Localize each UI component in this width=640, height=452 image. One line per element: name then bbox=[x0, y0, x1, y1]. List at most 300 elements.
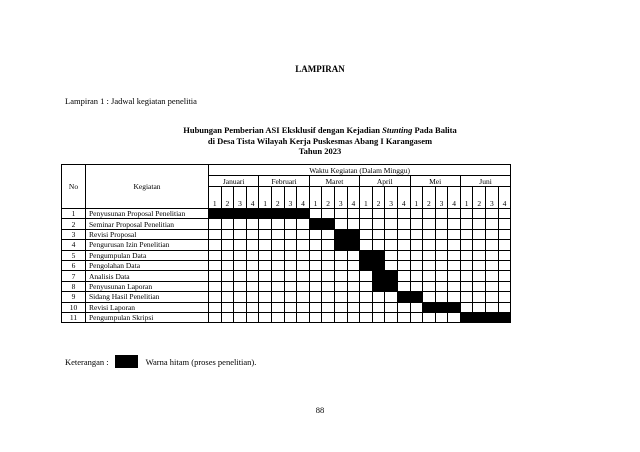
week-header: 3 bbox=[435, 187, 448, 209]
week-cell bbox=[284, 260, 297, 270]
week-cell bbox=[234, 302, 247, 312]
week-cell-filled bbox=[334, 240, 347, 250]
week-cell bbox=[347, 250, 360, 260]
week-cell bbox=[334, 271, 347, 281]
week-cell-filled bbox=[221, 209, 234, 219]
appendix-caption: Lampiran 1 : Jadwal kegiatan penelitia bbox=[65, 96, 197, 106]
week-cell bbox=[498, 219, 511, 229]
week-cell bbox=[246, 229, 259, 239]
week-header: 4 bbox=[498, 187, 511, 209]
week-cell-filled bbox=[372, 271, 385, 281]
week-cell bbox=[347, 260, 360, 270]
week-cell-filled bbox=[435, 302, 448, 312]
week-cell-filled bbox=[448, 302, 461, 312]
week-cell bbox=[410, 209, 423, 219]
week-cell bbox=[448, 292, 461, 302]
week-cell bbox=[498, 292, 511, 302]
table-row bbox=[62, 271, 511, 281]
week-cell bbox=[234, 271, 247, 281]
week-header: 2 bbox=[271, 187, 284, 209]
week-cell bbox=[259, 271, 272, 281]
week-cell bbox=[435, 240, 448, 250]
week-header: 4 bbox=[297, 187, 310, 209]
week-cell bbox=[448, 240, 461, 250]
week-cell bbox=[209, 240, 222, 250]
week-cell-filled bbox=[385, 281, 398, 291]
week-cell bbox=[498, 209, 511, 219]
week-cell bbox=[259, 312, 272, 322]
week-cell bbox=[473, 281, 486, 291]
week-cell bbox=[473, 292, 486, 302]
week-header: 2 bbox=[322, 187, 335, 209]
week-header: 1 bbox=[309, 187, 322, 209]
week-cell bbox=[385, 219, 398, 229]
week-header: 1 bbox=[410, 187, 423, 209]
week-cell-filled bbox=[397, 292, 410, 302]
week-cell bbox=[486, 250, 499, 260]
table-row bbox=[62, 209, 511, 219]
week-cell bbox=[486, 271, 499, 281]
week-cell-filled bbox=[473, 312, 486, 322]
week-cell bbox=[221, 229, 234, 239]
week-cell bbox=[397, 240, 410, 250]
week-cell bbox=[448, 260, 461, 270]
row-number: 3 bbox=[62, 229, 86, 239]
week-cell bbox=[498, 240, 511, 250]
week-cell bbox=[486, 292, 499, 302]
week-cell bbox=[360, 281, 373, 291]
month-header: Juni bbox=[460, 176, 510, 187]
week-cell bbox=[334, 312, 347, 322]
activity-name: Revisi Proposal bbox=[86, 229, 209, 239]
week-cell bbox=[209, 271, 222, 281]
week-cell bbox=[435, 260, 448, 270]
table-row bbox=[62, 219, 511, 229]
week-cell bbox=[209, 281, 222, 291]
week-cell bbox=[460, 209, 473, 219]
row-number: 4 bbox=[62, 240, 86, 250]
schedule-table bbox=[61, 164, 511, 323]
week-cell bbox=[473, 271, 486, 281]
week-cell-filled bbox=[486, 312, 499, 322]
week-cell bbox=[460, 219, 473, 229]
week-cell bbox=[473, 302, 486, 312]
month-header: Januari bbox=[209, 176, 259, 187]
week-cell bbox=[397, 209, 410, 219]
week-cell-filled bbox=[246, 209, 259, 219]
week-cell bbox=[460, 250, 473, 260]
month-header: Maret bbox=[309, 176, 359, 187]
week-cell bbox=[410, 312, 423, 322]
week-cell bbox=[372, 209, 385, 219]
activity-name: Pengolahan Data bbox=[86, 260, 209, 270]
week-cell bbox=[259, 229, 272, 239]
week-cell bbox=[297, 240, 310, 250]
week-cell bbox=[372, 219, 385, 229]
week-cell bbox=[360, 312, 373, 322]
week-cell bbox=[423, 271, 436, 281]
week-cell bbox=[460, 302, 473, 312]
week-header: 4 bbox=[347, 187, 360, 209]
week-cell bbox=[347, 292, 360, 302]
week-cell bbox=[460, 292, 473, 302]
week-cell bbox=[297, 260, 310, 270]
week-header: 2 bbox=[221, 187, 234, 209]
week-cell bbox=[448, 209, 461, 219]
week-cell bbox=[271, 260, 284, 270]
week-cell bbox=[435, 250, 448, 260]
week-cell bbox=[297, 281, 310, 291]
week-cell bbox=[460, 260, 473, 270]
week-cell bbox=[423, 240, 436, 250]
week-cell bbox=[271, 219, 284, 229]
week-cell bbox=[448, 250, 461, 260]
week-cell bbox=[360, 271, 373, 281]
row-number: 7 bbox=[62, 271, 86, 281]
table-row bbox=[62, 229, 511, 239]
week-cell bbox=[423, 219, 436, 229]
week-header: 4 bbox=[448, 187, 461, 209]
week-cell bbox=[209, 292, 222, 302]
week-cell bbox=[347, 209, 360, 219]
title-suffix: Pada Balita bbox=[412, 125, 457, 135]
week-cell-filled bbox=[347, 229, 360, 239]
week-cell bbox=[372, 302, 385, 312]
week-cell bbox=[221, 219, 234, 229]
week-cell bbox=[322, 250, 335, 260]
week-cell-filled bbox=[360, 250, 373, 260]
week-cell bbox=[423, 209, 436, 219]
week-cell bbox=[372, 240, 385, 250]
week-cell bbox=[309, 260, 322, 270]
page-number: 88 bbox=[315, 405, 325, 415]
week-cell bbox=[448, 281, 461, 291]
week-cell bbox=[397, 281, 410, 291]
week-cell bbox=[410, 219, 423, 229]
table-title-line-3: Tahun 2023 bbox=[298, 146, 342, 156]
week-cell bbox=[448, 219, 461, 229]
week-cell bbox=[498, 229, 511, 239]
week-cell bbox=[498, 250, 511, 260]
week-cell bbox=[448, 271, 461, 281]
legend-note bbox=[65, 355, 256, 368]
week-cell bbox=[234, 250, 247, 260]
week-cell bbox=[322, 281, 335, 291]
week-cell bbox=[334, 260, 347, 270]
table-row bbox=[62, 312, 511, 322]
week-cell bbox=[423, 292, 436, 302]
week-cell-filled bbox=[322, 219, 335, 229]
week-cell bbox=[473, 240, 486, 250]
week-cell bbox=[334, 302, 347, 312]
week-cell bbox=[309, 271, 322, 281]
week-cell bbox=[347, 312, 360, 322]
week-cell bbox=[309, 240, 322, 250]
table-title-line-1 bbox=[0, 125, 640, 135]
row-number: 8 bbox=[62, 281, 86, 291]
week-header: 3 bbox=[234, 187, 247, 209]
table-row bbox=[62, 281, 511, 291]
week-cell bbox=[246, 281, 259, 291]
week-cell bbox=[209, 302, 222, 312]
week-cell bbox=[297, 219, 310, 229]
week-header: 3 bbox=[385, 187, 398, 209]
week-cell bbox=[297, 229, 310, 239]
row-number: 9 bbox=[62, 292, 86, 302]
week-cell bbox=[498, 281, 511, 291]
week-cell bbox=[460, 240, 473, 250]
week-cell bbox=[486, 302, 499, 312]
week-cell bbox=[209, 219, 222, 229]
week-cell bbox=[334, 292, 347, 302]
week-cell bbox=[334, 281, 347, 291]
week-header: 4 bbox=[246, 187, 259, 209]
week-cell bbox=[486, 260, 499, 270]
week-cell bbox=[259, 240, 272, 250]
week-cell bbox=[460, 281, 473, 291]
week-cell bbox=[473, 229, 486, 239]
activity-name: Pengumpulan Skripsi bbox=[86, 312, 209, 322]
week-cell bbox=[360, 219, 373, 229]
row-number: 2 bbox=[62, 219, 86, 229]
week-header: 1 bbox=[209, 187, 222, 209]
schedule-body bbox=[62, 165, 511, 323]
month-header: Mei bbox=[410, 176, 460, 187]
table-row bbox=[62, 292, 511, 302]
week-cell bbox=[234, 260, 247, 270]
week-cell bbox=[309, 229, 322, 239]
week-cell bbox=[322, 302, 335, 312]
week-cell bbox=[385, 292, 398, 302]
week-cell bbox=[385, 240, 398, 250]
table-row bbox=[62, 302, 511, 312]
week-cell bbox=[271, 250, 284, 260]
week-cell bbox=[498, 271, 511, 281]
week-cell-filled bbox=[259, 209, 272, 219]
title-prefix: Hubungan Pemberian ASI Eksklusif dengan Kejadian bbox=[183, 125, 383, 135]
week-cell bbox=[234, 292, 247, 302]
month-header: Februari bbox=[259, 176, 309, 187]
week-cell bbox=[473, 209, 486, 219]
week-cell bbox=[221, 271, 234, 281]
week-cell bbox=[221, 302, 234, 312]
week-cell bbox=[284, 250, 297, 260]
no-header: No bbox=[62, 165, 86, 209]
week-cell bbox=[385, 209, 398, 219]
week-cell bbox=[498, 260, 511, 270]
week-cell-filled bbox=[385, 271, 398, 281]
week-cell bbox=[234, 281, 247, 291]
week-cell bbox=[322, 271, 335, 281]
activity-name: Sidang Hasil Penelitian bbox=[86, 292, 209, 302]
week-cell bbox=[347, 219, 360, 229]
week-header: 2 bbox=[423, 187, 436, 209]
week-cell bbox=[246, 219, 259, 229]
week-cell bbox=[322, 209, 335, 219]
week-header: 2 bbox=[473, 187, 486, 209]
week-cell bbox=[372, 229, 385, 239]
week-cell bbox=[435, 312, 448, 322]
week-cell bbox=[309, 250, 322, 260]
week-cell bbox=[221, 292, 234, 302]
week-cell bbox=[423, 312, 436, 322]
row-number: 1 bbox=[62, 209, 86, 219]
week-cell bbox=[297, 250, 310, 260]
week-cell bbox=[423, 281, 436, 291]
week-cell bbox=[209, 250, 222, 260]
time-header: Waktu Kegiatan (Dalam Minggu) bbox=[209, 165, 511, 176]
week-cell bbox=[385, 312, 398, 322]
week-cell bbox=[347, 271, 360, 281]
activity-name: Seminar Proposal Penelitian bbox=[86, 219, 209, 229]
table-row bbox=[62, 250, 511, 260]
week-cell bbox=[435, 219, 448, 229]
week-cell bbox=[347, 281, 360, 291]
week-cell bbox=[271, 312, 284, 322]
week-cell bbox=[435, 209, 448, 219]
week-cell bbox=[486, 281, 499, 291]
week-header: 1 bbox=[259, 187, 272, 209]
week-cell bbox=[486, 240, 499, 250]
week-cell-filled bbox=[234, 209, 247, 219]
week-cell bbox=[360, 302, 373, 312]
week-header: 3 bbox=[284, 187, 297, 209]
activity-name: Pengurusan Izin Penelitian bbox=[86, 240, 209, 250]
week-cell bbox=[284, 281, 297, 291]
week-cell bbox=[435, 292, 448, 302]
week-cell bbox=[460, 229, 473, 239]
header-row-time bbox=[62, 165, 511, 176]
week-cell bbox=[322, 229, 335, 239]
week-cell bbox=[423, 229, 436, 239]
week-cell-filled bbox=[372, 250, 385, 260]
week-cell bbox=[322, 292, 335, 302]
week-cell bbox=[259, 260, 272, 270]
month-header: April bbox=[360, 176, 410, 187]
week-cell bbox=[334, 209, 347, 219]
week-cell bbox=[246, 260, 259, 270]
week-cell bbox=[284, 302, 297, 312]
week-cell bbox=[271, 292, 284, 302]
week-header: 4 bbox=[397, 187, 410, 209]
week-cell bbox=[271, 271, 284, 281]
week-cell-filled bbox=[460, 312, 473, 322]
week-cell bbox=[271, 302, 284, 312]
week-cell bbox=[322, 312, 335, 322]
week-cell-filled bbox=[360, 260, 373, 270]
activity-name: Penyusunan Proposal Penelitian bbox=[86, 209, 209, 219]
week-cell bbox=[246, 292, 259, 302]
week-cell bbox=[221, 312, 234, 322]
week-cell bbox=[486, 219, 499, 229]
week-cell bbox=[385, 250, 398, 260]
week-cell bbox=[309, 209, 322, 219]
week-cell bbox=[360, 229, 373, 239]
week-cell bbox=[246, 271, 259, 281]
week-cell bbox=[309, 302, 322, 312]
week-cell-filled bbox=[410, 292, 423, 302]
week-cell bbox=[246, 240, 259, 250]
week-cell bbox=[448, 312, 461, 322]
week-cell bbox=[334, 250, 347, 260]
week-cell bbox=[435, 281, 448, 291]
title-emphasis: Stunting bbox=[382, 125, 413, 135]
week-cell bbox=[271, 229, 284, 239]
week-cell bbox=[410, 302, 423, 312]
week-cell bbox=[397, 312, 410, 322]
week-cell-filled bbox=[334, 229, 347, 239]
week-cell bbox=[246, 250, 259, 260]
week-cell bbox=[385, 302, 398, 312]
week-cell bbox=[372, 292, 385, 302]
week-cell bbox=[221, 260, 234, 270]
week-cell bbox=[347, 302, 360, 312]
activity-name: Revisi Laporan bbox=[86, 302, 209, 312]
table-row bbox=[62, 240, 511, 250]
week-cell bbox=[297, 302, 310, 312]
week-cell bbox=[209, 260, 222, 270]
week-cell-filled bbox=[347, 240, 360, 250]
table-row bbox=[62, 260, 511, 270]
week-cell bbox=[435, 229, 448, 239]
week-cell bbox=[423, 250, 436, 260]
week-cell-filled bbox=[284, 209, 297, 219]
week-cell bbox=[297, 271, 310, 281]
week-cell bbox=[309, 292, 322, 302]
week-cell bbox=[397, 229, 410, 239]
week-cell bbox=[410, 260, 423, 270]
week-cell bbox=[385, 260, 398, 270]
week-header: 3 bbox=[334, 187, 347, 209]
week-cell bbox=[423, 260, 436, 270]
week-cell bbox=[234, 240, 247, 250]
week-cell bbox=[309, 281, 322, 291]
week-cell bbox=[259, 281, 272, 291]
week-cell bbox=[334, 219, 347, 229]
week-cell bbox=[284, 219, 297, 229]
activity-name: Analisis Data bbox=[86, 271, 209, 281]
week-cell bbox=[234, 312, 247, 322]
table-title-line-2: di Desa Tista Wilayah Kerja Puskesmas Abang I Karangasem bbox=[207, 136, 433, 146]
week-cell bbox=[297, 292, 310, 302]
week-cell bbox=[360, 209, 373, 219]
week-cell bbox=[284, 240, 297, 250]
week-cell bbox=[322, 260, 335, 270]
week-cell bbox=[397, 302, 410, 312]
week-cell-filled bbox=[297, 209, 310, 219]
week-cell bbox=[360, 292, 373, 302]
week-cell-filled bbox=[498, 312, 511, 322]
legend-label: Keterangan : bbox=[65, 356, 109, 367]
week-header: 3 bbox=[486, 187, 499, 209]
week-cell bbox=[360, 240, 373, 250]
week-cell bbox=[284, 271, 297, 281]
week-cell bbox=[297, 312, 310, 322]
week-cell bbox=[385, 229, 398, 239]
week-cell bbox=[397, 219, 410, 229]
week-cell bbox=[246, 312, 259, 322]
week-cell bbox=[322, 240, 335, 250]
activity-name: Penyusunan Laporan bbox=[86, 281, 209, 291]
week-cell bbox=[221, 240, 234, 250]
week-cell bbox=[397, 271, 410, 281]
week-cell bbox=[460, 271, 473, 281]
row-number: 5 bbox=[62, 250, 86, 260]
row-number: 11 bbox=[62, 312, 86, 322]
week-cell bbox=[259, 219, 272, 229]
week-cell bbox=[234, 229, 247, 239]
week-cell bbox=[397, 260, 410, 270]
